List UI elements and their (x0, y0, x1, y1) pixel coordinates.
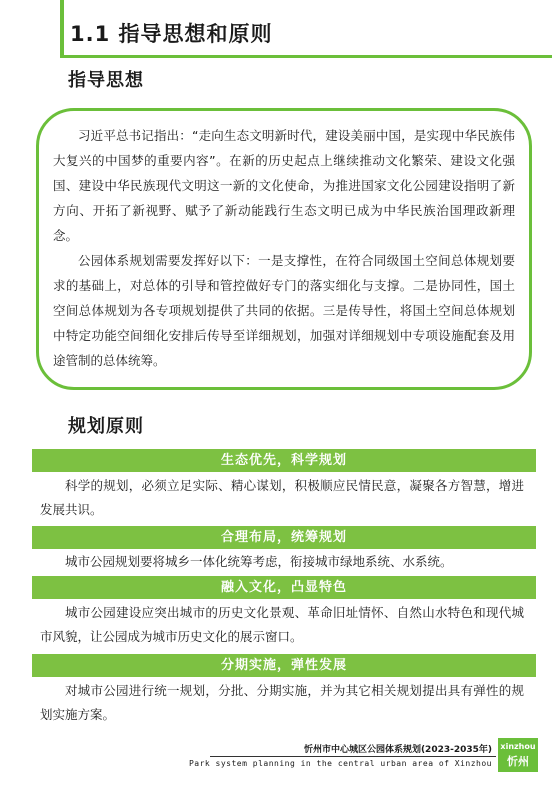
footer-divider (210, 756, 496, 757)
guiding-ideology-box (36, 108, 532, 390)
logo-text-zh: 忻州 (507, 755, 529, 768)
page-footer (0, 738, 552, 778)
principle-title-2: 合理布局，统筹规划 (32, 526, 536, 549)
principle-text-2: 城市公园规划要将城乡一体化统筹考虑，衔接城市绿地系统、水系统。 (65, 554, 453, 569)
principle-title-1: 生态优先，科学规划 (32, 449, 536, 472)
principle-title-4: 分期实施，弹性发展 (32, 654, 536, 677)
footer-title-en: Park system planning in the central urban area of Xinzhou (188, 759, 492, 768)
guiding-heading: 指导思想 (68, 70, 144, 91)
logo-text-en: xinzhou (500, 742, 536, 751)
principles-heading: 规划原则 (68, 416, 144, 437)
guiding-paragraph-1: 习近平总书记指出：“走向生态文明新时代，建设美丽中国，是实现中华民族伟大复兴的中国梦的重要内容”。在新的历史起点上继续推动文化繁荣、建设文化强国、建设中华民族现代文明这一新的文化使命，为推进国家文化公园建设指明了新方向、开拓了新视野、赋予了新动能践行生态文明已成为中华民族治国理政新理念。 (53, 128, 515, 243)
page-title: 1.1 指导思想和原则 (70, 22, 273, 46)
principle-text-1: 科学的规划，必须立足实际、精心谋划，积极顺应民情民意，凝聚各方智慧，增进发展共识。 (40, 478, 524, 517)
xinzhou-logo (498, 738, 538, 772)
principle-title-3: 融入文化，凸显特色 (32, 576, 536, 599)
principle-text-3: 城市公园建设应突出城市的历史文化景观、革命旧址情怀、自然山水特色和现代城市风貌，让公园成为城市历史文化的展示窗口。 (40, 605, 524, 644)
principle-text-4: 对城市公园进行统一规划，分批、分期实施，并为其它相关规划提出具有弹性的规划实施方案。 (40, 683, 524, 722)
footer-title-zh: 忻州市中心城区公园体系规划(2023-2035年) (303, 745, 492, 755)
guiding-paragraph-2: 公园体系规划需要发挥好以下：一是支撑性，在符合同级国土空间总体规划要求的基础上，对总体的引导和管控做好专门的落实细化与支撑。二是协同性，国土空间总体规划为各专项规划提供了共同的依据。三是传导性，将国土空间总体规划中特定功能空间细化安排后传导至详细规划，加强对详细规划中专项设施配套及用途管制的总体统筹。 (53, 253, 515, 368)
